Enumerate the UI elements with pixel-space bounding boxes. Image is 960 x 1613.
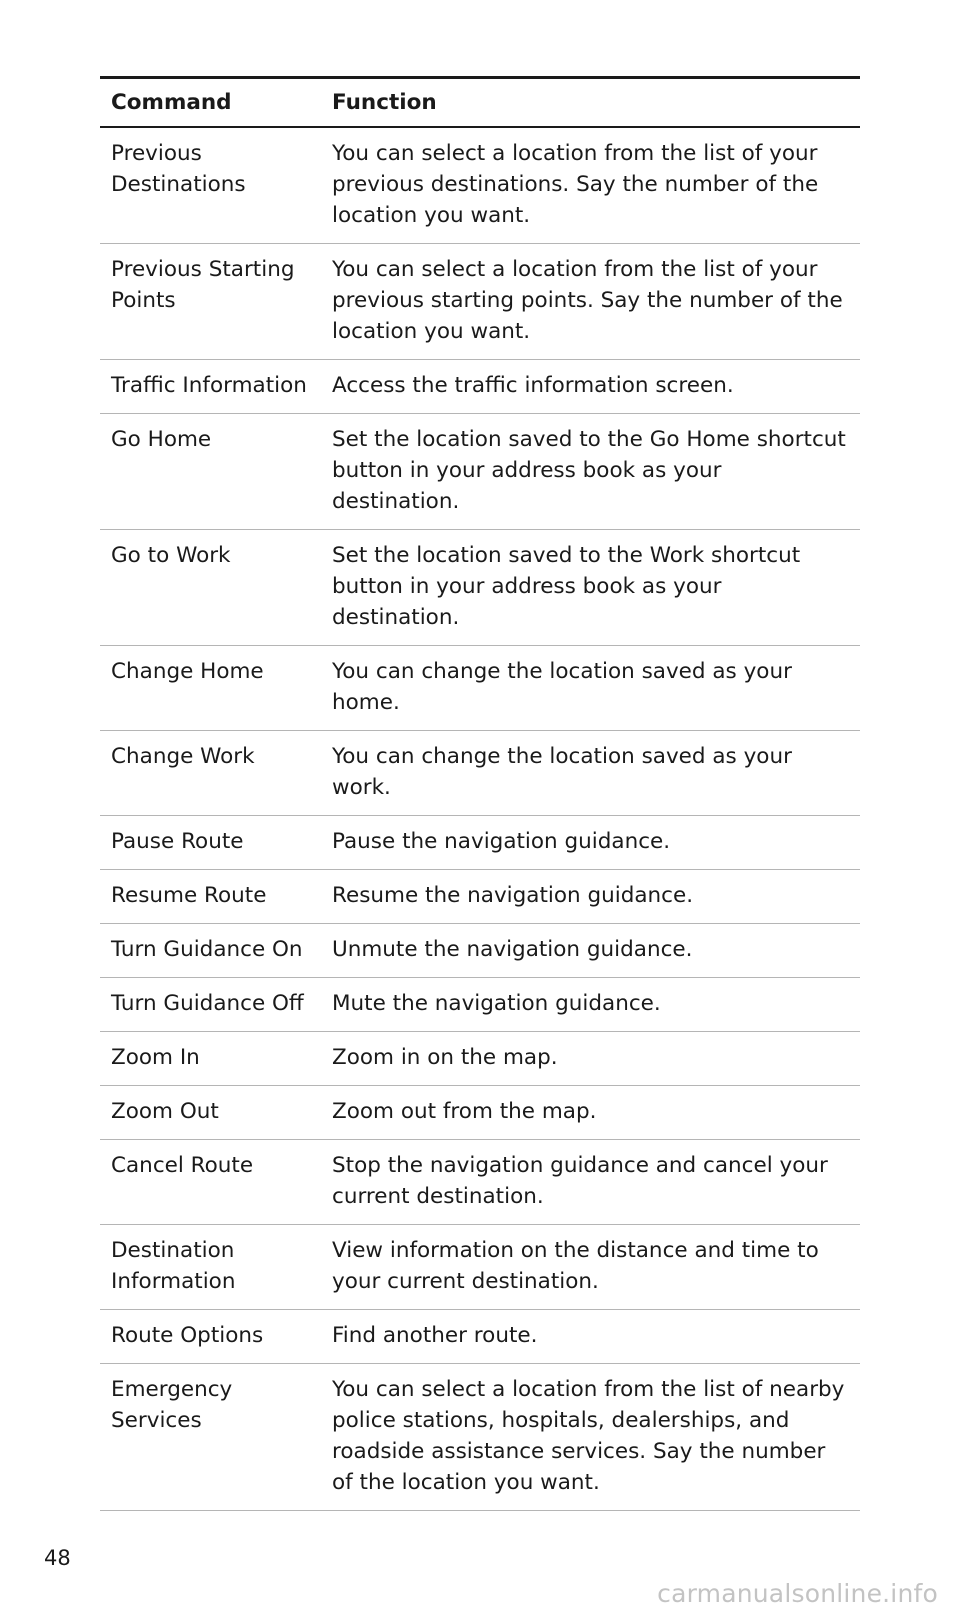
function-cell: Stop the navigation guidance and cancel your current destination.	[321, 1140, 860, 1225]
table-row	[100, 244, 860, 360]
command-cell: Resume Route	[100, 870, 321, 924]
table-row	[100, 924, 860, 978]
command-cell: Cancel Route	[100, 1140, 321, 1225]
table-row	[100, 731, 860, 816]
command-cell: Destination Information	[100, 1225, 321, 1310]
commands-table-container	[100, 76, 860, 1511]
table-row	[100, 127, 860, 244]
command-cell: Change Work	[100, 731, 321, 816]
table-row	[100, 360, 860, 414]
command-cell: Turn Guidance On	[100, 924, 321, 978]
page-number: 48	[44, 1546, 71, 1570]
function-cell: Find another route.	[321, 1310, 860, 1364]
function-cell: Pause the navigation guidance.	[321, 816, 860, 870]
function-cell: You can change the location saved as your work.	[321, 731, 860, 816]
function-cell: You can select a location from the list of your previous starting points. Say the number of the location you want.	[321, 244, 860, 360]
table-row	[100, 414, 860, 530]
function-cell: Zoom out from the map.	[321, 1086, 860, 1140]
command-cell: Emergency Services	[100, 1364, 321, 1511]
command-cell: Turn Guidance Off	[100, 978, 321, 1032]
table-row	[100, 870, 860, 924]
command-cell: Traffic Information	[100, 360, 321, 414]
table-row	[100, 1225, 860, 1310]
table-row	[100, 1310, 860, 1364]
table-row	[100, 1086, 860, 1140]
column-header-command: Command	[100, 78, 321, 128]
function-cell: Set the location saved to the Go Home shortcut button in your address book as your destination.	[321, 414, 860, 530]
command-cell: Go Home	[100, 414, 321, 530]
function-cell: Resume the navigation guidance.	[321, 870, 860, 924]
command-cell: Change Home	[100, 646, 321, 731]
function-cell: Unmute the navigation guidance.	[321, 924, 860, 978]
command-cell: Zoom Out	[100, 1086, 321, 1140]
function-cell: You can select a location from the list of nearby police stations, hospitals, dealerships, and roadside assistance services. Say the number of the location you want.	[321, 1364, 860, 1511]
table-row	[100, 1364, 860, 1511]
table-header-row	[100, 78, 860, 128]
commands-table	[100, 76, 860, 1511]
function-cell: Mute the navigation guidance.	[321, 978, 860, 1032]
command-cell: Previous Destinations	[100, 127, 321, 244]
function-cell: View information on the distance and time to your current destination.	[321, 1225, 860, 1310]
function-cell: Access the traffic information screen.	[321, 360, 860, 414]
function-cell: You can change the location saved as your home.	[321, 646, 860, 731]
function-cell: Zoom in on the map.	[321, 1032, 860, 1086]
table-row	[100, 530, 860, 646]
command-cell: Route Options	[100, 1310, 321, 1364]
table-row	[100, 978, 860, 1032]
table-row	[100, 1032, 860, 1086]
table-row	[100, 646, 860, 731]
command-cell: Go to Work	[100, 530, 321, 646]
function-cell: You can select a location from the list of your previous destinations. Say the number of the location you want.	[321, 127, 860, 244]
command-cell: Pause Route	[100, 816, 321, 870]
command-cell: Zoom In	[100, 1032, 321, 1086]
column-header-function: Function	[321, 78, 860, 128]
watermark: carmanualsonline.info	[657, 1579, 938, 1608]
command-cell: Previous Starting Points	[100, 244, 321, 360]
table-row	[100, 816, 860, 870]
table-row	[100, 1140, 860, 1225]
function-cell: Set the location saved to the Work shortcut button in your address book as your destination.	[321, 530, 860, 646]
